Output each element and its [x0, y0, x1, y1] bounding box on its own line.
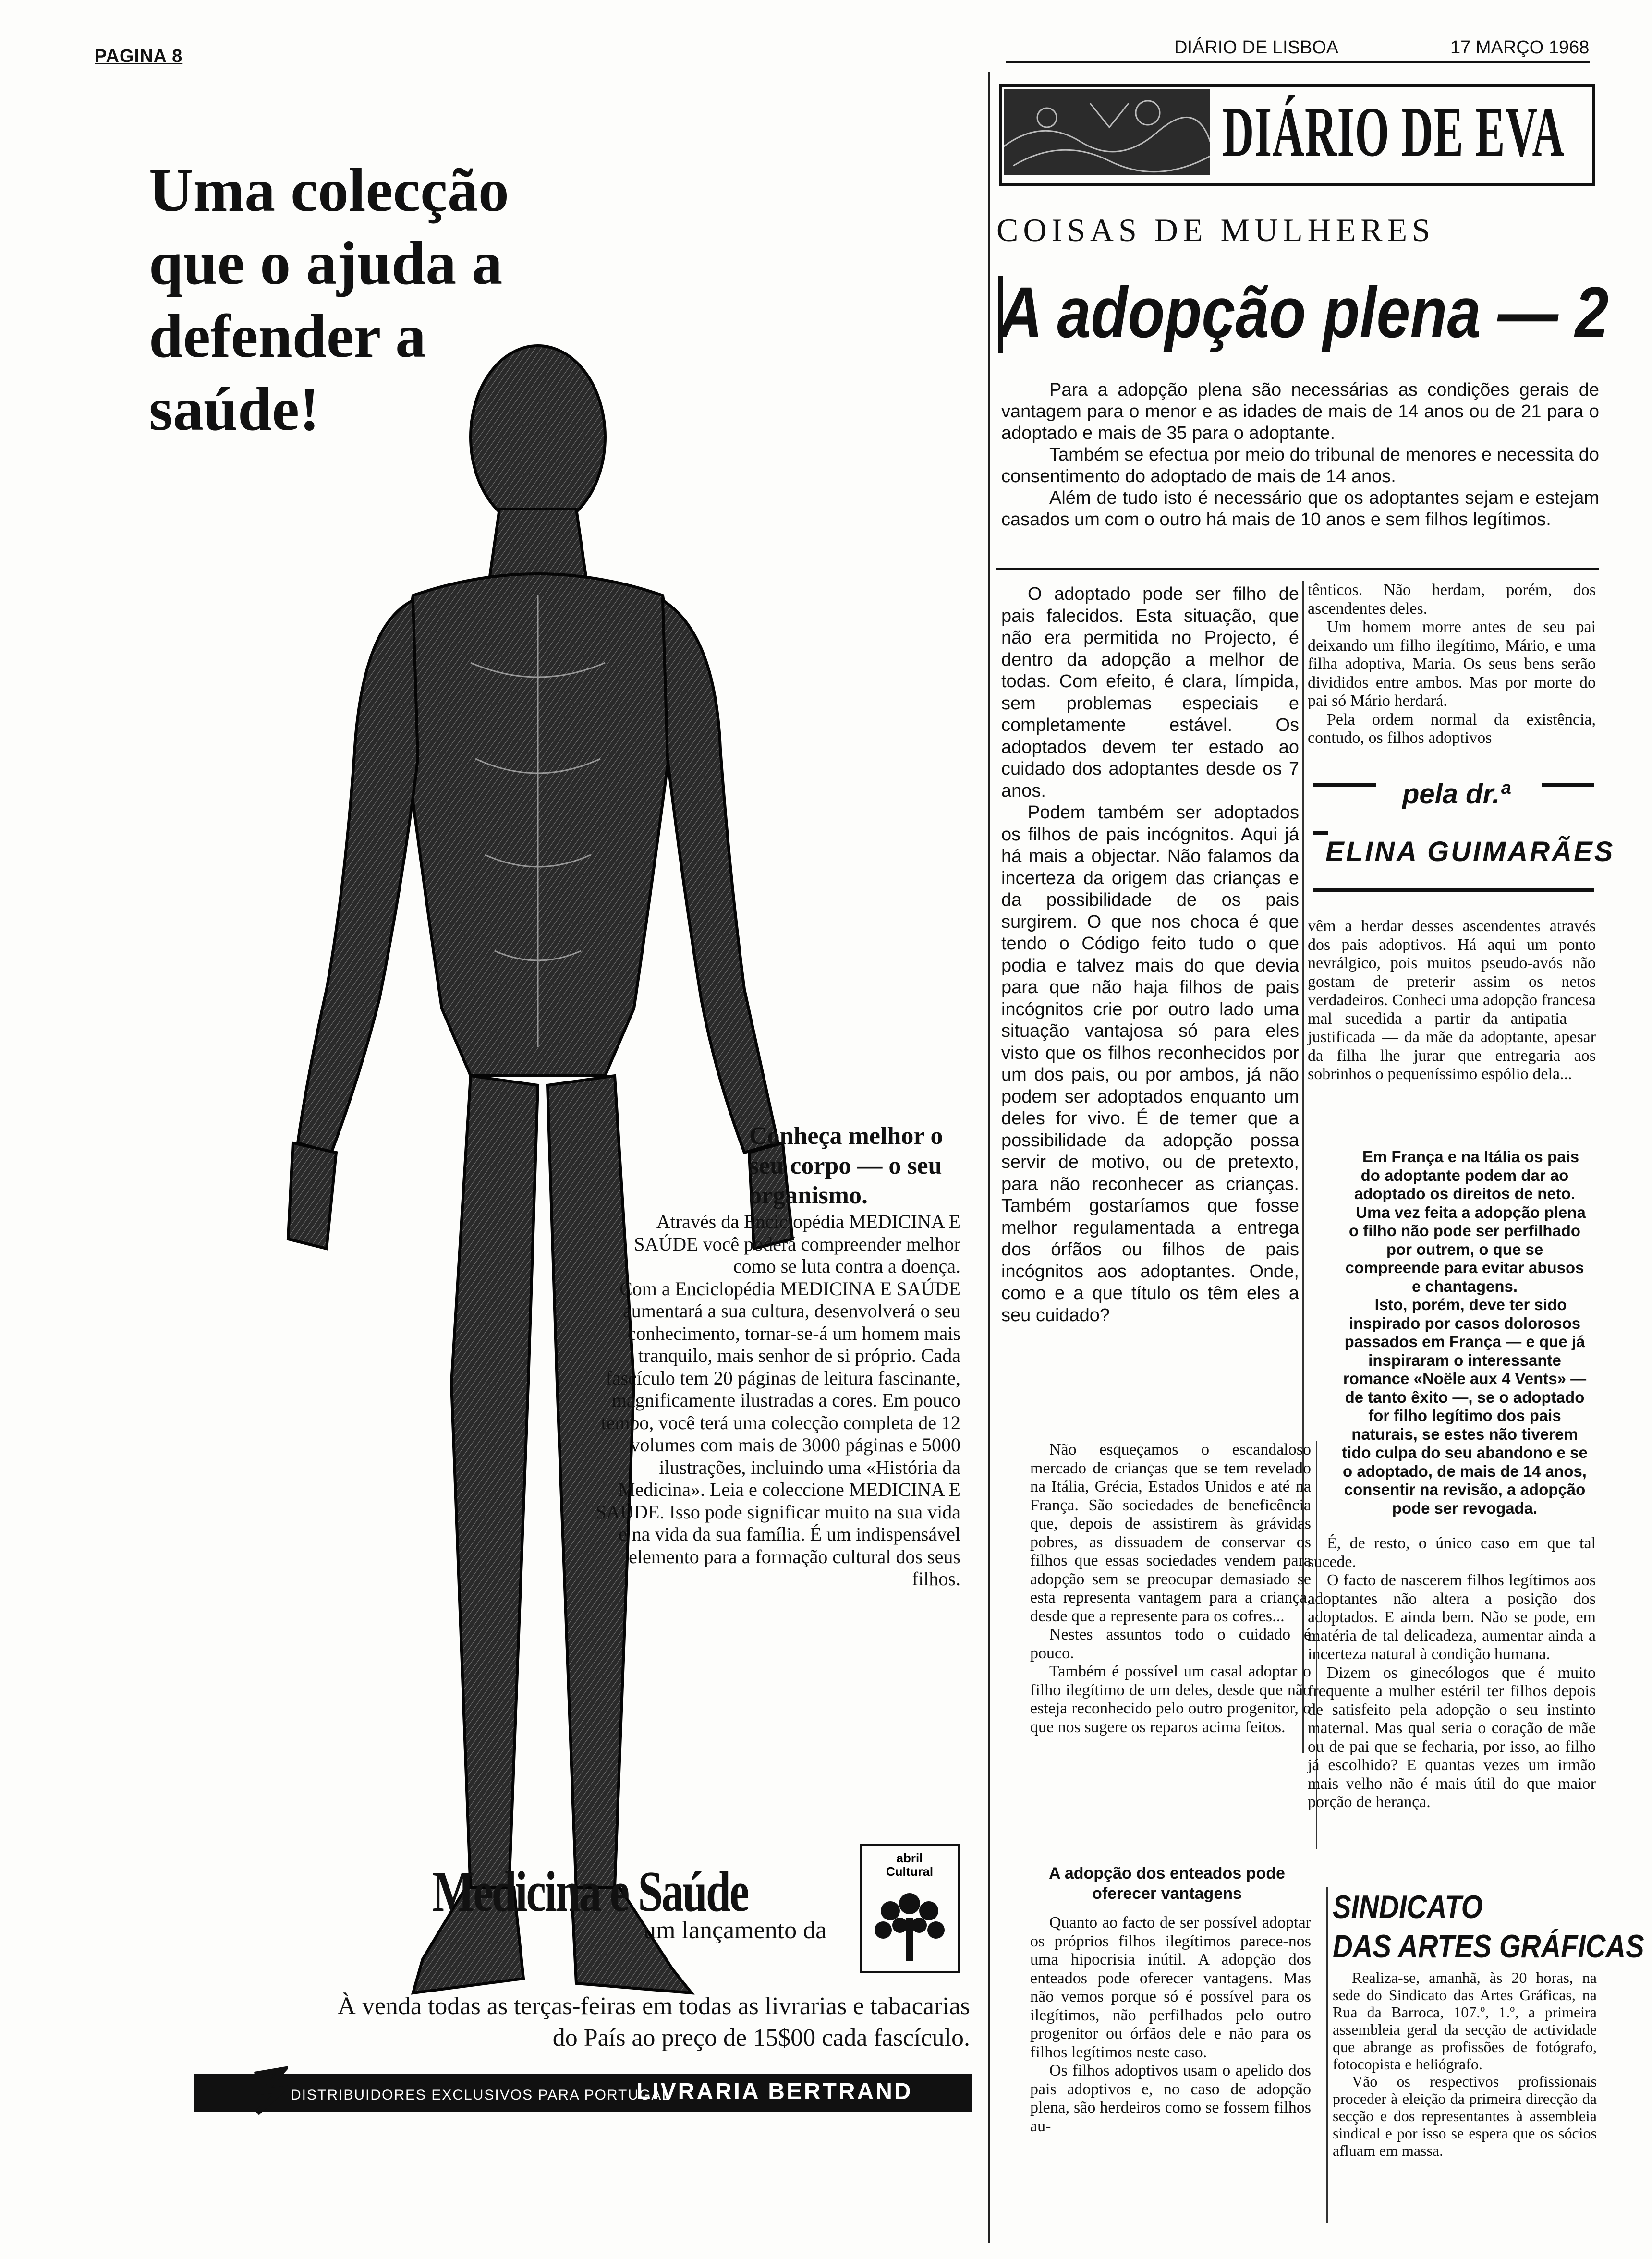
article-paragraph: Quanto ao facto de ser possível adoptar os próprios filhos ilegítimos parece-nos uma hipocrisia inútil. A adopção dos enteados pode oferecer vantagens. Mas não vemos porque só é possível para os ilegítimos, não perfilhados pelo outro progenitor ou órfãos dele e não para os filhos legítimos neste caso. — [1030, 1914, 1311, 2061]
brand-name: Medicina e Saúde — [432, 1859, 748, 1923]
byline-rule — [1313, 888, 1594, 892]
ad-paragraph: Com a Enciclopédia MEDICINA E SAÚDE aumentará a sua cultura, desenvolverá o seu conhecimento, tornar-se-á um homem mais tranquilo, mais senhor de si próprio. Cada fascículo tem 20 páginas de leitura fascinante, magnificamente ilustradas a cores. Em pouco tempo, você terá uma colecção completa de 12 volumes com mais de 3000 páginas e 5000 ilustrações, incluindo uma «História da Medicina». Leia e coleccione MEDICINA E SAÚDE. Isso pode significar muito na sua vida e na vida da sua família. É um indispensável elemento para a formação cultural dos seus filhos. — [595, 1277, 960, 1590]
page-number: PAGINA 8 — [95, 46, 183, 66]
article-subheading: A adopção dos enteados pode oferecer vantagens — [1049, 1864, 1285, 1903]
article-paragraph: Dizem os ginecólogos que é muito frequente a mulher estéril ter filhos depois de satisfeito pela adopção o seu instinto maternal. Mas qual seria o coração de mãe ou de pai que se fecharia, por isso, ao filho já escolhido? E quantas vezes um irmão mais velho não é mais útil do que maior porção de herança. — [1308, 1664, 1596, 1811]
author-name: ELINA GUIMARÃES — [1325, 836, 1615, 867]
byline-rule — [1313, 783, 1376, 787]
ad-headline-line: que o ajuda a — [149, 229, 503, 297]
ad-lead — [595, 1121, 960, 1211]
tree-icon — [862, 1846, 958, 1971]
section-label: COISAS DE MULHERES — [996, 212, 1435, 248]
sindicato-headline-line: SINDICATO — [1333, 1889, 1483, 1925]
article-paragraph: É, de resto, o único caso em que tal sucede. — [1308, 1534, 1596, 1571]
ad-lead-line: seu corpo — o seu — [749, 1152, 942, 1179]
ad-lead-line: Conheça melhor o — [749, 1122, 943, 1150]
sale-line: À venda todas as terças-feiras em todas as livrarias e tabacarias — [338, 1992, 970, 2020]
article-paragraph: Também é possível um casal adoptar o filho ilegítimo de um deles, desde que não esteja reconhecido pelo outro progenitor, o que nos sugere os reparos acima feitos. — [1030, 1663, 1311, 1736]
notice-paragraph: Realiza-se, amanhã, às 20 horas, na sede do Sindicato das Artes Gráficas, na Rua da Barroca, 107.º, 1.º, a primeira assembleia geral da secção de actividade que abrange as profissões de fotógrafo, fotocopista e heliógrafo. — [1333, 1969, 1597, 2073]
sale-line: do País ao preço de 15$00 cada fascículo. — [552, 2024, 970, 2052]
article-column-a — [1001, 583, 1299, 1326]
article-column-b — [1308, 581, 1596, 748]
article-column-b-continued — [1308, 917, 1596, 1084]
intro-paragraph: Também se efectua por meio do tribunal de menores e necessita do consentimento do adoptado de mais de 14 anos. — [1001, 445, 1599, 486]
column-divider — [988, 72, 990, 2243]
article-paragraph: Um homem morre antes de seu pai deixando um filho ilegítimo, Mário, e uma filha adoptiva, Maria. Os seus bens serão divididos entre ambos. Mas por morte do pai só Mário herdará. — [1308, 618, 1596, 710]
article-paragraph: Podem também ser adoptados os filhos de pais incógnitos. Aqui já há mais a objectar. Não falamos da incerteza da origem das crianças e da possibilidade de os pais surgirem. O que nos choca é que tendo o Código feito tudo o que podia e talvez mais do que devia para que não haja filhos de pais incógnitos crie por outro lado uma situação vantajosa só para eles visto que os filhos reconhecidos por um dos pais, ou por ambos, já não podem ser adoptados enquanto um deles for vivo. É de temer que a possibilidade da adopção possa servir de motivo, ou de pretexto, para não reconhecer as crianças. Também gostaríamos que fosse melhor regulamentada a entrega dos órfãos ou filhos de pais incógnitos aos adoptantes. Onde, como e a que título os têm eles a seu cuidado? — [1001, 802, 1299, 1325]
banner-illustration — [1004, 89, 1210, 175]
ad-lead-line: organismo. — [749, 1182, 868, 1209]
article-paragraph: O facto de nascerem filhos legítimos aos adoptantes não altera a posição dos adoptados. E ainda bem. Não se pode, em matéria de tal delicadeza, aumentar ainda a incerteza natural à condição humana. — [1308, 1571, 1596, 1663]
article-column-a-end — [1030, 1914, 1311, 2136]
issue-date: 17 MARÇO 1968 — [1450, 37, 1590, 58]
intro-rule — [996, 568, 1599, 570]
highlight-paragraph: Em França e na Itália os pais do adoptante podem dar ao adoptado os direitos de neto. — [1354, 1148, 1579, 1202]
byline-prefix: pela dr.ª — [1402, 778, 1510, 810]
article-intro — [1001, 379, 1599, 531]
intro-paragraph: Além de tudo isto é necessário que os adoptantes sejam e estejam casados um com o outro há mais de 10 anos e sem filhos legítimos. — [1001, 488, 1599, 530]
bertrand-logo-icon — [250, 2065, 288, 2118]
byline-rule — [1313, 831, 1328, 835]
column-rule — [1326, 1887, 1328, 2223]
sindicato-headline — [1333, 1887, 1644, 1966]
article-paragraph: tênticos. Não herdam, porém, dos ascendentes deles. — [1308, 581, 1596, 618]
distributor-bar — [194, 2074, 972, 2112]
article-paragraph: Pela ordem normal da existência, contudo, os filhos adoptivos — [1308, 710, 1596, 747]
highlight-paragraph: Isto, porém, deve ter sido inspirado por casos dolorosos passados em França — e que já inspiraram o interessante romance «Noële aux 4 Vents» — de tanto êxito —, se o adoptado for filho legítimo dos pais naturais, se estes não tiverem tido culpa do seu abandono e se o adoptado, de mais de 14 anos, consentir na revisão, a adopção pode ser revogada. — [1342, 1296, 1588, 1517]
ad-paragraph: Através da Enciclopédia MEDICINA E SAÚDE você poderá compreender melhor como se luta contra a doença. — [634, 1211, 960, 1277]
article-title: A adopção plena — 2 — [999, 272, 1609, 352]
ad-headline-line: saúde! — [149, 375, 320, 443]
article-paragraph: O adoptado pode ser filho de pais falecidos. Esta situação, que não era permitida no Projecto, é dentro da adopção a melhor de todas. Com efeito, é clara, límpida, sem problemas especiais e completamente estável. Os adoptados devem ter estado ao cuidado dos adoptantes desde os 7 anos. — [1001, 584, 1299, 801]
highlight-box — [1340, 1148, 1590, 1518]
byline-rule — [1542, 783, 1594, 787]
header-rule — [1006, 61, 1590, 63]
publisher-logo — [860, 1844, 960, 1973]
sale-notice — [269, 1991, 970, 2054]
svg-text:Cultural: Cultural — [886, 1864, 934, 1879]
distributor-label: DISTRIBUIDORES EXCLUSIVOS PARA PORTUGAL — [291, 2087, 671, 2103]
highlight-paragraph: Uma vez feita a adopção plena o filho não pode ser perfilhado por outrem, o que se compreende para evitar abusos e chantagens. — [1345, 1203, 1586, 1295]
intro-paragraph: Para a adopção plena são necessárias as condições gerais de vantagem para o menor e as idades de mais de 14 anos ou de 21 para o adoptado e mais de 35 para o adoptante. — [1001, 380, 1599, 443]
banner-title: DIÁRIO DE EVA — [1222, 93, 1565, 171]
article-paragraph: vêm a herdar desses ascendentes através dos pais adoptivos. Há aqui um ponto nevrálgico, pois muitos pseudo-avós não gostam de preterir assim os netos verdadeiros. Conheci uma adopção francesa mal sucedida a partir da antipatia — justificada — da mãe da adoptante, apesar da filha lhe jurar que entregaria aos sobrinhos o pequeníssimo espólio dela... — [1308, 917, 1596, 1083]
svg-text:abril: abril — [896, 1851, 923, 1865]
brand-subtitle: um lançamento da — [644, 1917, 827, 1944]
sindicato-notice — [1333, 1969, 1597, 2159]
ad-headline-line: defender a — [149, 302, 426, 370]
ad-body-copy — [595, 1121, 960, 1591]
publication-name: DIÁRIO DE LISBOA — [1174, 37, 1339, 58]
article-column-a-lower — [1030, 1441, 1311, 1737]
article-paragraph: Nestes assuntos todo o cuidado é pouco. — [1030, 1626, 1311, 1662]
article-paragraph: Não esqueçamos o escandaloso mercado de crianças que se tem revelado na Itália, Grécia, Estados Unidos e até na França. São sociedades de beneficência que, depois de assistirem às grávidas pobres, as dissuadem de conservar os filhos que essas sociedades vendem para adopção sem se preocupar demasiado se esta representa vantagem para a criança, desde que a represente para os cofres... — [1030, 1441, 1311, 1625]
article-paragraph: Os filhos adoptivos usam o apelido dos pais adoptivos e, no caso de adopção plena, são herdeiros como se fossem filhos au- — [1030, 2062, 1311, 2135]
distributor-name: LIVRARIA BERTRAND — [636, 2079, 913, 2104]
sindicato-headline-line: DAS ARTES GRÁFICAS — [1333, 1928, 1644, 1965]
notice-paragraph: Vão os respectivos profissionais proceder à eleição da primeira direcção da secção e dos representantes à assembleia sindical e por isso se espera que os sócios afluam em massa. — [1333, 2073, 1597, 2159]
ad-headline-line: Uma colecção — [149, 156, 509, 224]
article-column-b-end — [1308, 1534, 1596, 1812]
